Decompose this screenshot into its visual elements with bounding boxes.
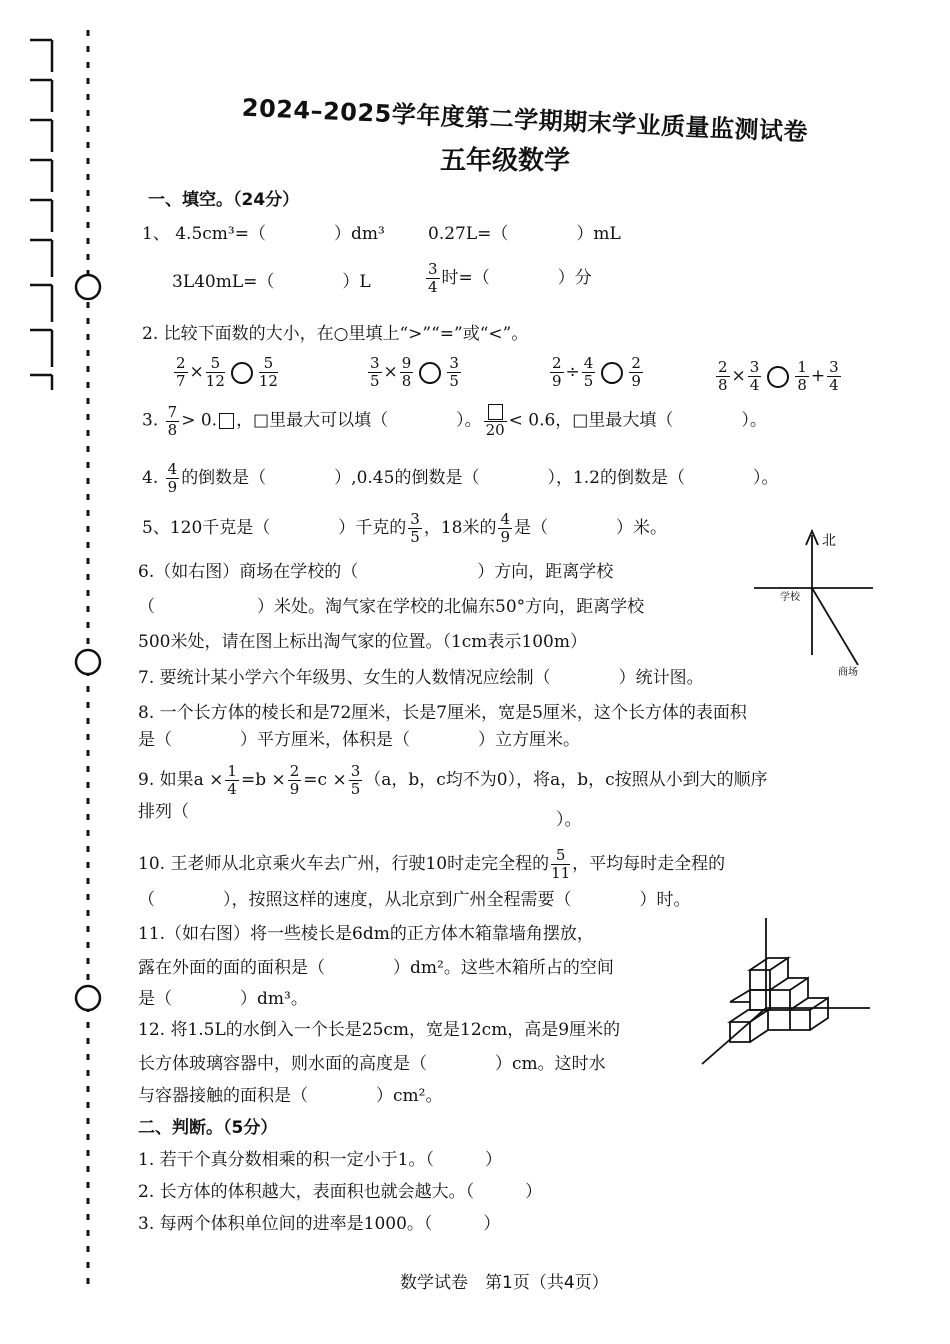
q10-line1: 10. 王老师从北京乘火车去广州，行驶10时走完全程的 $\frac{5}{11}$ ，平均每时走全程的 <box>138 846 726 882</box>
q2-text: 2. 比较下面数的大小，在○里填上“>”“=”或“<”。 <box>142 324 529 344</box>
q1-num: 1、 <box>142 224 170 244</box>
compare-circle[interactable] <box>231 362 253 384</box>
q8-line2: 是（ ）平方厘米，体积是（ ）立方厘米。 <box>138 730 580 750</box>
q2-expr2: $\frac{3}{5}$ × $\frac{9}{8}$ $\frac{3}{5}$ <box>370 354 459 390</box>
q12-line2: 长方体玻璃容器中，则水面的高度是（ ）cm。这时水 <box>138 1054 606 1074</box>
q11-line3: 是（ ）dm³。 <box>138 989 308 1009</box>
q11-line1: 11.（如右图）将一些棱长是6dm的正方体木箱靠墙角摆放， <box>138 924 594 944</box>
north-label: 北 <box>822 533 836 549</box>
judge-item-3: 3. 每两个体积单位间的进率是1000。（ ） <box>138 1214 501 1234</box>
floor-edge <box>702 1008 766 1064</box>
q6-line3: 500米处，请在图上标出淘气家的位置。（1cm表示100m） <box>138 632 587 652</box>
q6-line1: 6.（如右图）商场在学校的（ ）方向，距离学校 <box>138 562 614 582</box>
q2-expr1: $\frac{2}{7}$ × $\frac{5}{12}$ $\frac{5}{12}$ <box>176 354 278 390</box>
exam-subtitle: 五年级数学 <box>440 146 571 176</box>
q1-b: 0.27L=（ ）mL <box>428 224 621 244</box>
q1-fraction: $\frac{3}{4}$ <box>428 260 438 296</box>
answer-box[interactable] <box>488 404 503 420</box>
q5: 5、120千克是（ ）千克的 $\frac{3}{5}$ ，18米的 $\frac{4}{9}$ 是（ ）米。 <box>142 510 667 546</box>
binding-margin <box>0 0 110 1344</box>
school-label: 学校 <box>780 592 800 603</box>
q1-d <box>424 262 592 295</box>
q10-line2: （ ），按照这样的速度，从北京到广州全程需要（ ）时。 <box>138 890 691 910</box>
cube-stack-diagram <box>700 918 875 1068</box>
q9-line2-end: ）。 <box>556 810 582 830</box>
judge-item-2: 2. 长方体的体积越大，表面积也就会越大。（ ） <box>138 1182 543 1202</box>
q1-d-text: 时=（ ）分 <box>441 268 592 288</box>
compare-circle[interactable] <box>601 362 623 384</box>
q1-line1 <box>142 222 385 246</box>
answer-box[interactable] <box>219 413 234 429</box>
q8-line1: 8. 一个长方体的棱长和是72厘米，长是7厘米，宽是5厘米，这个长方体的表面积 <box>138 703 747 723</box>
q9-line2-start: 排列（ <box>138 802 189 822</box>
q7: 7. 要统计某小学六个年级男、女生的人数情况应绘制（ ）统计图。 <box>138 668 704 688</box>
q6-line2: （ ）米处。淘气家在学校的北偏东50°方向，距离学校 <box>138 597 645 617</box>
exam-title: 2024–2025学年度第二学期期末学业质量监测试卷 <box>241 93 809 147</box>
section1-heading: 一、填空。（24分） <box>148 190 300 210</box>
compass-diagram <box>748 525 878 680</box>
judge-item-1: 1. 若干个真分数相乘的积一定小于1。（ ） <box>138 1150 502 1170</box>
q12-line1: 12. 将1.5L的水倒入一个长是25cm，宽是12cm，高是9厘米的 <box>138 1020 621 1040</box>
section2-heading: 二、判断。（5分） <box>138 1118 278 1138</box>
compare-circle[interactable] <box>767 366 789 388</box>
q1-a: 4.5cm³=（ ）dm³ <box>175 224 385 244</box>
q1-c: 3L40mL=（ ）L <box>172 272 371 292</box>
mall-label: 商场 <box>838 667 858 678</box>
compare-circle[interactable] <box>419 362 441 384</box>
q3: 3. $\frac{7}{8}$ > 0. ，□里最大可以填（ ）。 20 < 0.6，□里最大填（ ）。 <box>142 402 767 439</box>
mall-direction-line <box>812 588 858 665</box>
q2-expr3: $\frac{2}{9}$ ÷ $\frac{4}{5}$ $\frac{2}{9}$ <box>552 354 641 390</box>
page-footer: 数学试卷 第1页（共4页） <box>400 1273 609 1293</box>
q2-expr4: $\frac{2}{8}$ × $\frac{3}{4}$ $\frac{1}{8}$ + $\frac{3}{4}$ <box>718 358 839 394</box>
q12-line3: 与容器接触的面积是（ ）cm²。 <box>138 1086 443 1106</box>
q4: 4. $\frac{4}{9}$ 的倒数是（ ）,0.45的倒数是（ ），1.2的倒数是（ ）。 <box>142 460 779 496</box>
q9-line1: 9. 如果a × $\frac{1}{4}$ =b × $\frac{2}{9}$ =c × $\frac{3}{5}$ （a，b，c均不为0），将a，b，c按照从小到大的顺序 <box>138 762 768 798</box>
q11-line2: 露在外面的面的面积是（ ）dm²。这些木箱所占的空间 <box>138 958 614 978</box>
